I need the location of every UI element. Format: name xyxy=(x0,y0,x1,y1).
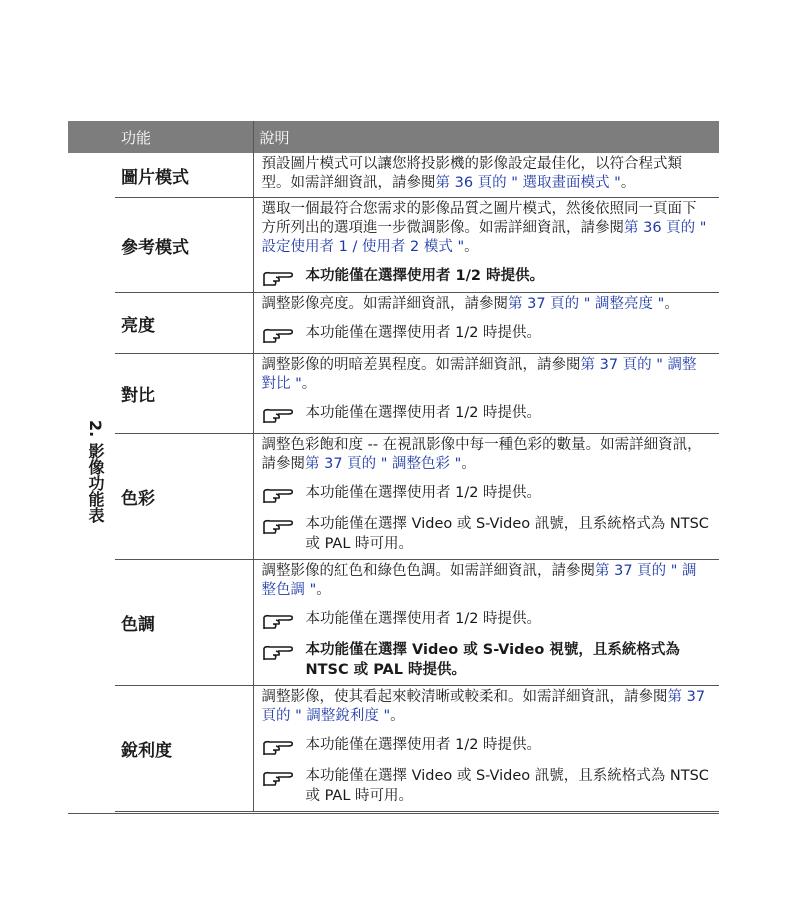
pointing-hand-icon xyxy=(262,642,294,662)
function-description xyxy=(253,434,719,560)
note-text: 本功能僅在選擇使用者 1/2 時提供。 xyxy=(305,485,542,501)
note xyxy=(262,640,710,680)
function-name: 色調 xyxy=(115,560,253,686)
note xyxy=(262,735,710,757)
table-bottom-rule xyxy=(68,813,719,814)
function-description xyxy=(253,293,719,354)
pointing-hand-icon xyxy=(262,768,294,788)
note-text: 本功能僅在選擇 Video 或 S-Video 視號，且系統格式為 NTSC 或 PAL 時提供。 xyxy=(305,642,680,678)
desc-text-end: 。 xyxy=(316,582,331,598)
cross-reference-link[interactable]: 第 37 頁的 " 調整色彩 " xyxy=(305,456,462,472)
desc-text-end: 。 xyxy=(664,296,679,312)
pointing-hand-icon xyxy=(262,325,294,345)
pointing-hand-icon xyxy=(262,405,294,425)
desc-text-end: 。 xyxy=(464,239,479,255)
cross-reference-link[interactable]: 第 37 頁的 " 調整對比 " xyxy=(261,357,697,392)
function-name: 對比 xyxy=(115,354,253,434)
desc-text: 調整影像亮度。如需詳細資訊，請參閱 xyxy=(261,296,508,312)
note xyxy=(262,514,710,554)
pointing-hand-icon xyxy=(262,485,294,505)
pointing-hand-icon xyxy=(262,611,294,631)
note-text: 本功能僅在選擇使用者 1/2 時提供。 xyxy=(305,611,542,627)
note xyxy=(262,609,710,631)
pointing-hand-icon xyxy=(262,516,294,536)
desc-text: 調整色彩飽和度 -- 在視訊影像中每一種色彩的數量。如需詳細資訊，請參閱 xyxy=(261,437,702,472)
desc-text: 選取一個最符合您需求的影像品質之圖片模式，然後依照同一頁面下方所列出的選項進一步微調影像。如需詳細資訊，請參閱 xyxy=(261,201,697,236)
table-row xyxy=(68,686,719,812)
desc-text-end: 。 xyxy=(390,708,405,724)
desc-text-end: 。 xyxy=(461,456,476,472)
table-row xyxy=(68,293,719,354)
desc-text: 調整影像的紅色和綠色色調。如需詳細資訊，請參閱 xyxy=(261,563,595,579)
pointing-hand-icon xyxy=(262,737,294,757)
table-row xyxy=(68,354,719,434)
function-name: 參考模式 xyxy=(115,198,253,293)
desc-text: 調整影像，使其看起來較清晰或較柔和。如需詳細資訊，請參閱 xyxy=(261,689,668,705)
table-header xyxy=(68,121,719,153)
header-function: 功能 xyxy=(115,121,253,153)
cross-reference-link[interactable]: 第 36 頁的 " 設定使用者 1 / 使用者 2 模式 " xyxy=(261,220,707,255)
function-description xyxy=(253,354,719,434)
desc-text: 預設圖片模式可以讓您將投影機的影像設定最佳化，以符合程式類型。如需詳細資訊，請參閱 xyxy=(261,156,682,191)
pointing-hand-icon xyxy=(262,268,294,288)
section-column xyxy=(68,153,115,812)
note-text: 本功能僅在選擇使用者 1/2 時提供。 xyxy=(305,325,542,341)
note xyxy=(262,266,710,288)
function-description xyxy=(253,686,719,812)
desc-text-end: 。 xyxy=(301,376,317,392)
note xyxy=(262,323,710,345)
table-row xyxy=(68,153,719,198)
function-name: 圖片模式 xyxy=(115,153,253,198)
note-text: 本功能僅在選擇使用者 1/2 時提供。 xyxy=(305,405,542,421)
function-name: 色彩 xyxy=(115,434,253,560)
note-text: 本功能僅在選擇使用者 1/2 時提供。 xyxy=(305,268,545,284)
note xyxy=(262,766,710,806)
note-text: 本功能僅在選擇 Video 或 S-Video 訊號，且系統格式為 NTSC 或 PAL 時可用。 xyxy=(305,516,709,552)
cross-reference-link[interactable]: 第 37 頁的 " 調整銳利度 " xyxy=(261,689,706,724)
function-table xyxy=(68,121,719,812)
header-spacer xyxy=(68,121,115,153)
function-description xyxy=(253,153,719,198)
table-row xyxy=(68,198,719,293)
function-name: 銳利度 xyxy=(115,686,253,812)
function-description xyxy=(253,560,719,686)
section-title-text: 2. 影像功能表 xyxy=(86,420,105,523)
header-description: 說明 xyxy=(253,121,719,153)
desc-text: 調整影像的明暗差異程度。如需詳細資訊，請參閱 xyxy=(261,357,581,373)
table-row xyxy=(68,560,719,686)
function-name: 亮度 xyxy=(115,293,253,354)
function-description xyxy=(253,198,719,293)
note-text: 本功能僅在選擇使用者 1/2 時提供。 xyxy=(305,737,542,753)
cross-reference-link[interactable]: 第 37 頁的 " 調整亮度 " xyxy=(508,296,665,312)
cross-reference-link[interactable]: 第 36 頁的 " 選取畫面模式 " xyxy=(435,175,621,191)
note-text: 本功能僅在選擇 Video 或 S-Video 訊號，且系統格式為 NTSC 或 PAL 時可用。 xyxy=(305,768,709,804)
note xyxy=(262,403,710,425)
desc-text-end: 。 xyxy=(620,175,636,191)
note xyxy=(262,483,710,505)
cross-reference-link[interactable]: 第 37 頁的 " 調整色調 " xyxy=(261,563,697,598)
table-row xyxy=(68,434,719,560)
